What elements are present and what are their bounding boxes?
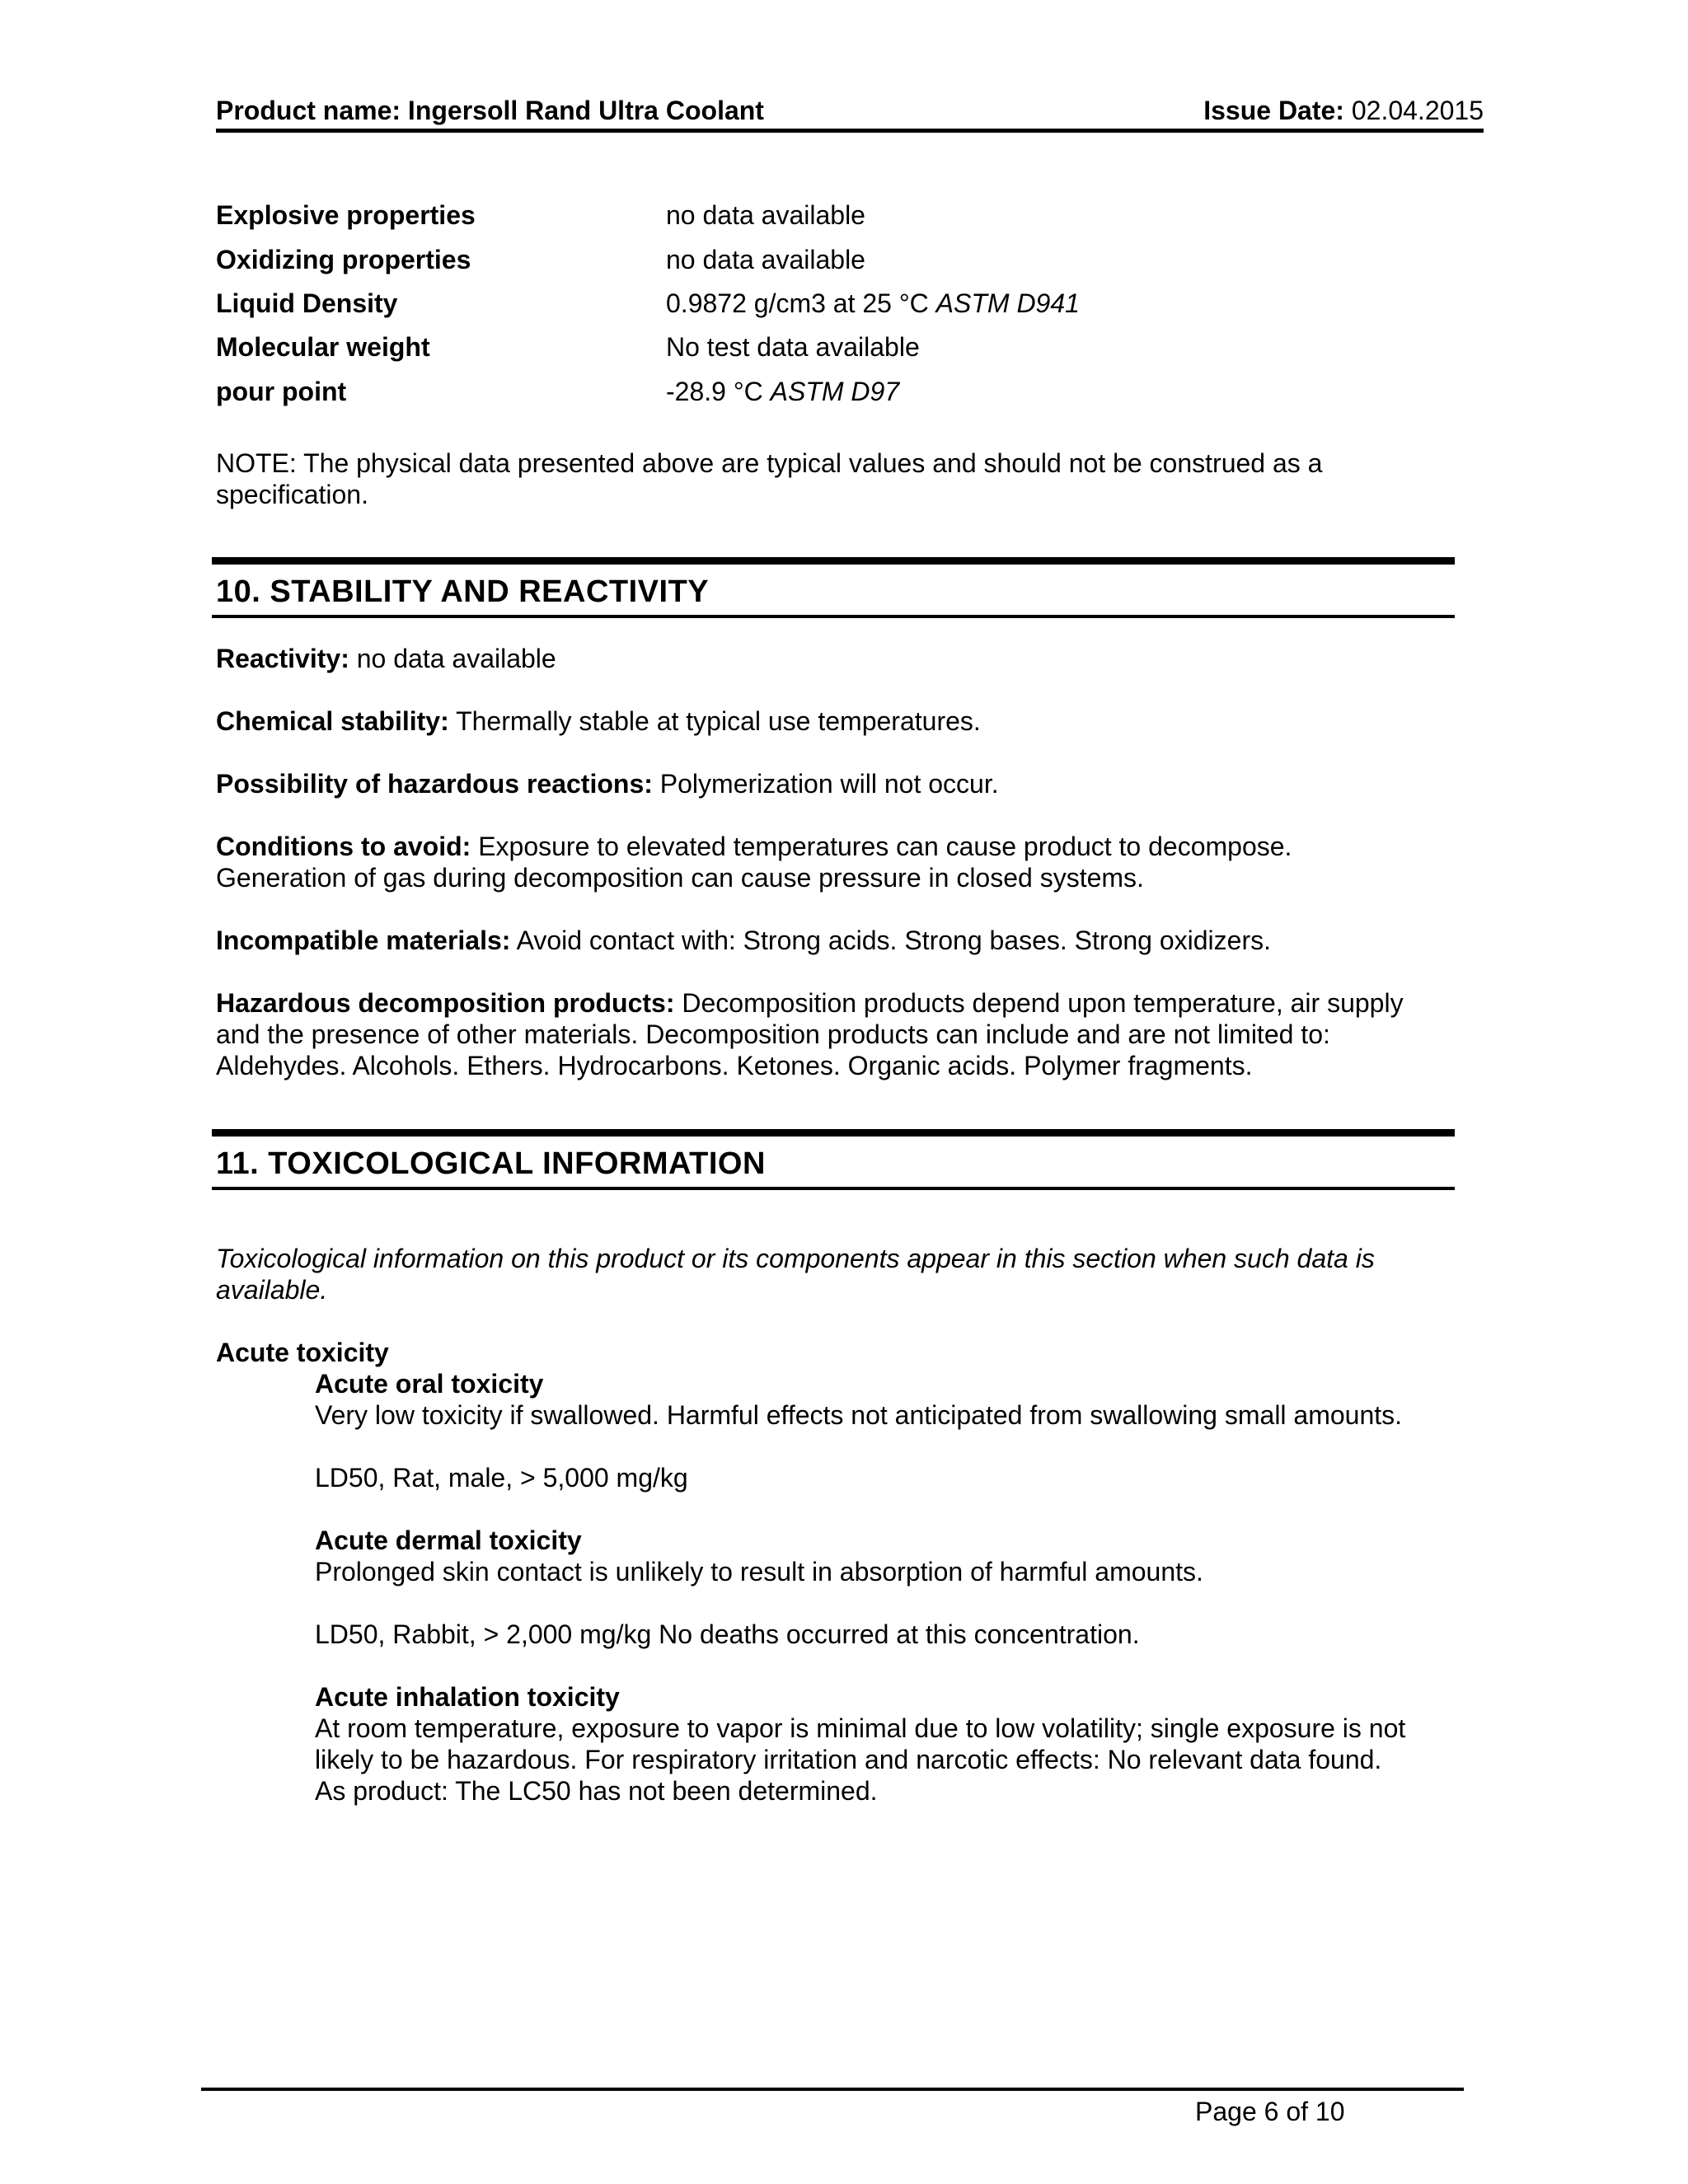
chemical-stability: Chemical stability: Thermally stable at typical use temperatures.	[216, 706, 981, 736]
conditions-to-avoid: Conditions to avoid: Exposure to elevated temperatures can cause product to decompose. Generation of gas during decomposition can cause pressure in closed systems.	[216, 832, 1292, 893]
test-method: ASTM D97	[770, 377, 900, 406]
property-name: Molecular weight	[216, 332, 430, 362]
oral-ld50: LD50, Rat, male, > 5,000 mg/kg	[315, 1463, 688, 1493]
product-name: Product name: Ingersoll Rand Ultra Coolant	[216, 96, 764, 125]
dermal-ld50: LD50, Rabbit, > 2,000 mg/kg No deaths occurred at this concentration.	[315, 1619, 1140, 1649]
property-value: no data available	[666, 200, 865, 230]
test-method: ASTM D941	[935, 288, 1080, 318]
acute-oral-toxicity: Acute oral toxicity Very low toxicity if swallowed. Harmful effects not anticipated from swallowing small amounts.	[315, 1369, 1403, 1430]
acute-inhalation-toxicity: Acute inhalation toxicity At room temperature, exposure to vapor is minimal due to low volatility; single exposure is not likely to be hazardous. For respiratory irritation and narcotic effects: No relevant data found. As product: The LC50 has not been determined.	[315, 1682, 1406, 1806]
issue-date-label: Issue Date:	[1203, 96, 1344, 125]
page-number: Page 6 of 10	[1195, 2097, 1345, 2126]
section-top-bar	[212, 557, 1455, 565]
header-rule	[216, 129, 1484, 133]
physical-data-note: NOTE: The physical data presented above are typical values and should not be construed as a specification.	[216, 448, 1323, 509]
acute-toxicity-heading: Acute toxicity	[216, 1338, 389, 1367]
property-value: -28.9 °C ASTM D97	[666, 377, 900, 406]
incompatible-materials: Incompatible materials: Avoid contact with: Strong acids. Strong bases. Strong oxidizers.	[216, 926, 1271, 955]
issue-date-value: 02.04.2015	[1351, 96, 1484, 125]
section-bottom-bar	[212, 1187, 1455, 1190]
section-bottom-bar	[212, 615, 1455, 618]
property-name: Liquid Density	[216, 288, 398, 318]
section-11-title: 11. TOXICOLOGICAL INFORMATION	[216, 1146, 766, 1181]
property-value: 0.9872 g/cm3 at 25 °C ASTM D941	[666, 288, 1080, 318]
acute-dermal-toxicity: Acute dermal toxicity Prolonged skin contact is unlikely to result in absorption of harmful amounts.	[315, 1526, 1203, 1586]
footer-rule	[201, 2088, 1464, 2091]
property-value: no data available	[666, 245, 865, 274]
property-name: pour point	[216, 377, 347, 406]
hazardous-reactions: Possibility of hazardous reactions: Polymerization will not occur.	[216, 769, 999, 799]
issue-date	[1203, 96, 1484, 126]
property-name: Explosive properties	[216, 200, 476, 230]
hazardous-decomposition: Hazardous decomposition products: Decomposition products depend upon temperature, air supply and the presence of other materials. Decomposition products can include and are not limited to: Aldehydes. Alcohols. Ethers. Hydrocarbons. Ketones. Organic acids. Polymer fragments.	[216, 988, 1404, 1080]
property-value: No test data available	[666, 332, 920, 362]
section-top-bar	[212, 1129, 1455, 1137]
section-10-title: 10. STABILITY AND REACTIVITY	[216, 574, 710, 609]
toxicology-intro: Toxicological information on this product or its components appear in this section when such data is available.	[216, 1244, 1375, 1305]
property-name: Oxidizing properties	[216, 245, 471, 274]
reactivity: Reactivity: no data available	[216, 644, 556, 673]
